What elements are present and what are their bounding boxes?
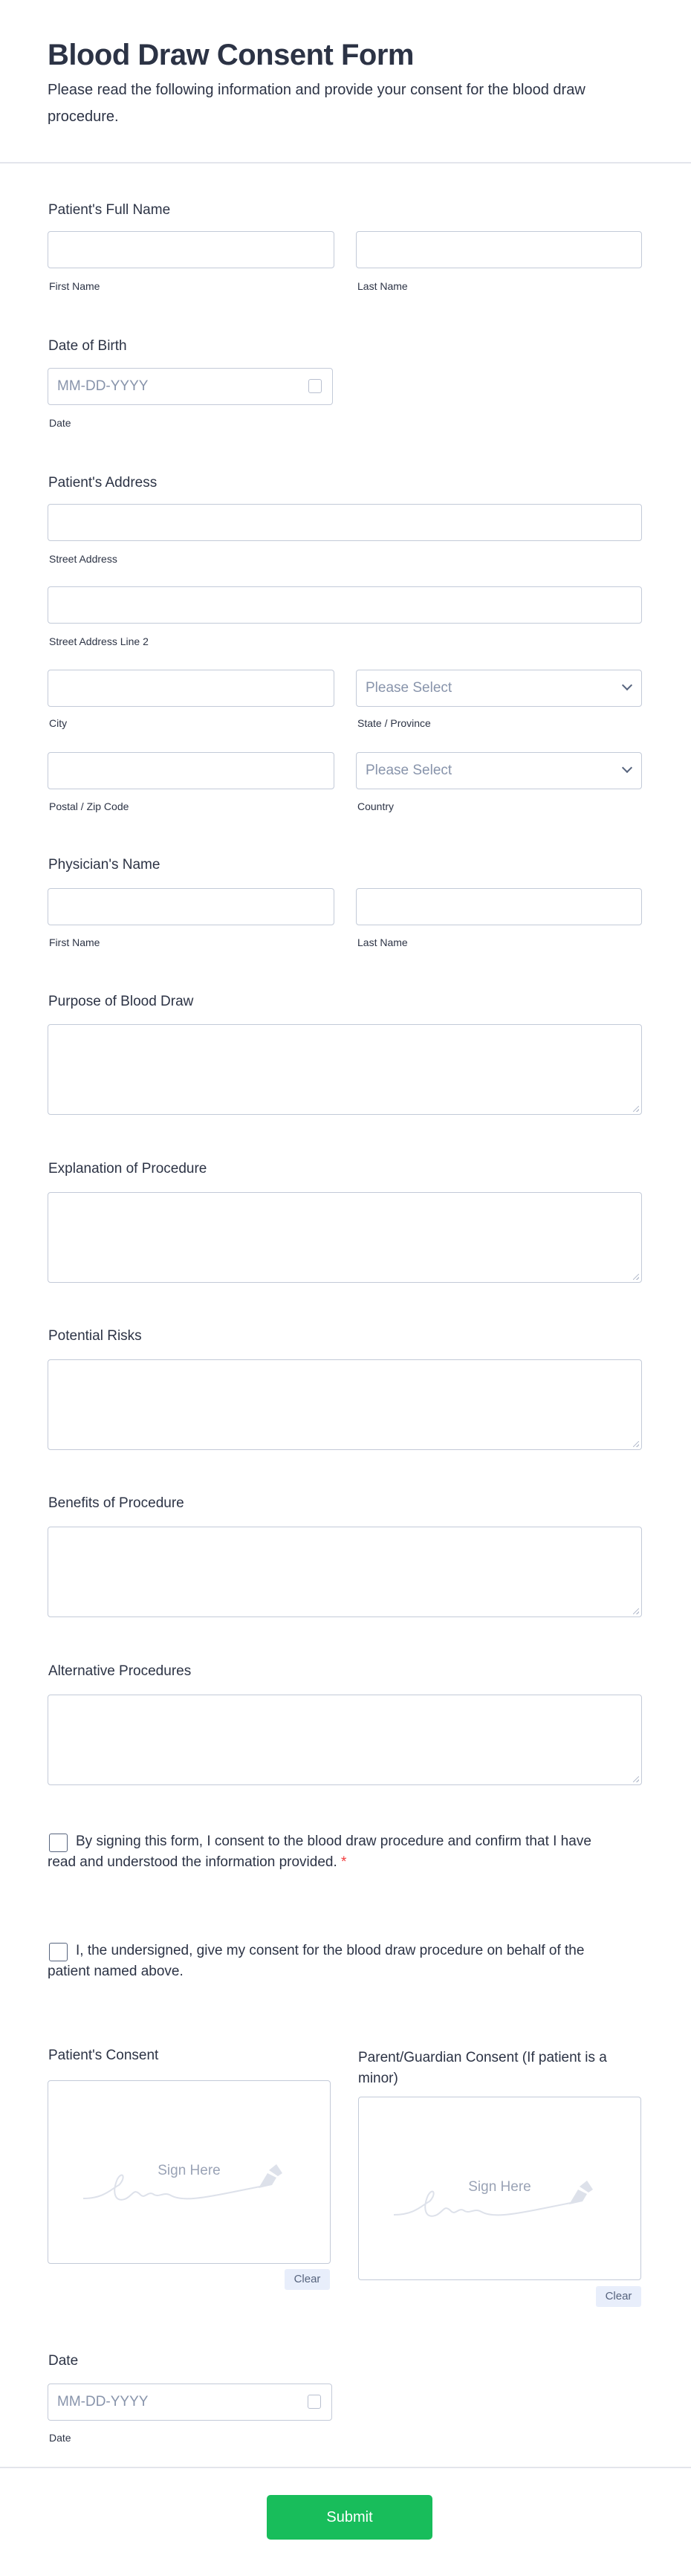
guardian-signature-pad[interactable] [358, 2097, 641, 2280]
benefits-label: Benefits of Procedure [48, 1495, 184, 1511]
chevron-down-icon [622, 763, 632, 773]
date-input[interactable] [48, 2384, 332, 2421]
risks-textarea[interactable] [48, 1359, 642, 1450]
street2-sublabel: Street Address Line 2 [49, 635, 149, 647]
last-name-sublabel: Last Name [357, 936, 408, 948]
benefits-textarea[interactable] [48, 1527, 642, 1617]
country-sublabel: Country [357, 800, 395, 812]
dob-label: Date of Birth [48, 338, 127, 354]
resize-handle-icon[interactable] [633, 1441, 639, 1447]
consent-checkbox-label[interactable]: By signing this form, I consent to the blood draw procedure and confirm that I have read and understood the information provided. * [48, 1834, 591, 1870]
patient-last-name-input[interactable] [356, 231, 642, 268]
calendar-icon[interactable] [308, 2395, 321, 2409]
risks-label: Potential Risks [48, 1328, 142, 1344]
patient-signature-clear-button[interactable]: Clear [285, 2269, 330, 2290]
explanation-textarea[interactable] [48, 1192, 642, 1283]
state-select[interactable] [356, 670, 642, 707]
patient-name-label: Patient's Full Name [48, 202, 171, 218]
signature-pen-icon [82, 2163, 297, 2207]
country-placeholder: Please Select [366, 763, 452, 778]
chevron-down-icon [622, 680, 632, 690]
postal-sublabel: Postal / Zip Code [49, 800, 129, 812]
date-label: Date [48, 2353, 79, 2369]
physician-last-name-input[interactable] [356, 888, 642, 925]
patient-first-name-input[interactable] [48, 231, 334, 268]
guardian-signature-label: Parent/Guardian Consent (If patient is a minor) [358, 2050, 607, 2086]
form-subtitle: Please read the following information and provide your consent for the blood draw procedure. [48, 82, 585, 125]
first-name-sublabel: First Name [49, 280, 100, 292]
resize-handle-icon[interactable] [633, 1608, 639, 1614]
physician-first-name-input[interactable] [48, 888, 334, 925]
street2-input[interactable] [48, 586, 642, 624]
state-sublabel: State / Province [357, 717, 431, 729]
address-label: Patient's Address [48, 475, 158, 491]
resize-handle-icon[interactable] [633, 1776, 639, 1782]
dob-sublabel: Date [49, 417, 71, 429]
city-input[interactable] [48, 670, 334, 707]
calendar-icon[interactable] [308, 379, 322, 393]
footer-divider [0, 2467, 691, 2468]
signature-pen-icon [392, 2179, 608, 2224]
postal-input[interactable] [48, 752, 334, 789]
patient-signature-pad[interactable] [48, 2080, 331, 2264]
state-placeholder: Please Select [366, 680, 452, 696]
patient-signature-label: Patient's Consent [48, 2048, 159, 2063]
first-name-sublabel: First Name [49, 936, 100, 948]
submit-button[interactable]: Submit [267, 2495, 432, 2540]
dob-placeholder: MM-DD-YYYY [57, 378, 149, 394]
purpose-textarea[interactable] [48, 1024, 642, 1115]
alternatives-label: Alternative Procedures [48, 1663, 192, 1679]
city-sublabel: City [49, 717, 68, 729]
sign-here-text: Sign Here [158, 2163, 221, 2178]
explanation-label: Explanation of Procedure [48, 1161, 207, 1177]
guardian-signature-clear-button[interactable]: Clear [596, 2286, 641, 2307]
date-placeholder: MM-DD-YYYY [57, 2394, 149, 2410]
date-sublabel: Date [49, 2432, 71, 2444]
street-sublabel: Street Address [49, 553, 117, 565]
form-title: Blood Draw Consent Form [48, 39, 414, 71]
header-divider [0, 162, 691, 164]
guardian-consent-checkbox-label[interactable]: I, the undersigned, give my consent for the blood draw procedure on behalf of the patient named above. [48, 1943, 585, 1979]
resize-handle-icon[interactable] [633, 1274, 639, 1280]
alternatives-textarea[interactable] [48, 1695, 642, 1785]
physician-label: Physician's Name [48, 857, 160, 873]
sign-here-text: Sign Here [468, 2179, 531, 2195]
last-name-sublabel: Last Name [357, 280, 408, 292]
resize-handle-icon[interactable] [633, 1106, 639, 1112]
dob-input[interactable] [48, 368, 333, 405]
purpose-label: Purpose of Blood Draw [48, 994, 194, 1009]
country-select[interactable] [356, 752, 642, 789]
required-asterisk: * [341, 1854, 347, 1870]
street-input[interactable] [48, 504, 642, 541]
